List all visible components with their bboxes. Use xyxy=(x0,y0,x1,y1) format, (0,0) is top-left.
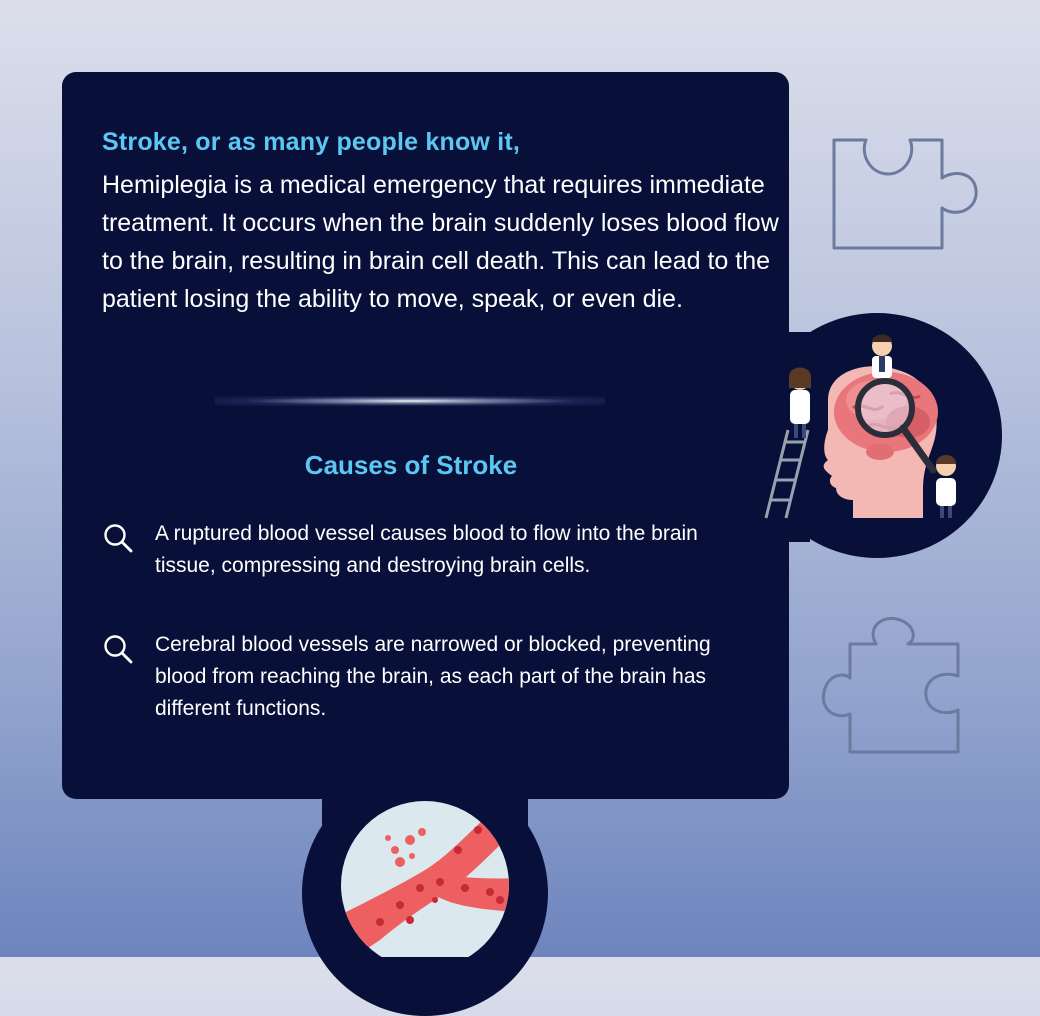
intro-body: Hemiplegia is a medical emergency that requires immediate treatment. It occurs when the brain suddenly loses blood flow to the brain, resulting in brain cell death. This can lead to the patient losing the ability to move, speak, or even die. xyxy=(102,171,779,313)
cause-text: A ruptured blood vessel causes blood to flow into the brain tissue, compressing and destroying brain cells. xyxy=(155,522,698,577)
causes-title: Causes of Stroke xyxy=(304,450,518,480)
divider-glow xyxy=(215,396,605,406)
cause-item xyxy=(102,629,742,725)
intro-heading: Stroke, or as many people know it, xyxy=(102,128,521,156)
brain-illustration xyxy=(758,330,978,525)
puzzle-piece-icon xyxy=(818,612,968,762)
blood-vessel-illustration xyxy=(340,800,510,957)
cause-text: Cerebral blood vessels are narrowed or blocked, preventing blood from reaching the brain, as each part of the brain has different functions. xyxy=(155,633,711,720)
puzzle-piece-icon xyxy=(826,132,986,257)
magnifier-icon xyxy=(102,522,134,554)
magnifier-icon xyxy=(102,633,134,665)
cause-item xyxy=(102,518,742,582)
